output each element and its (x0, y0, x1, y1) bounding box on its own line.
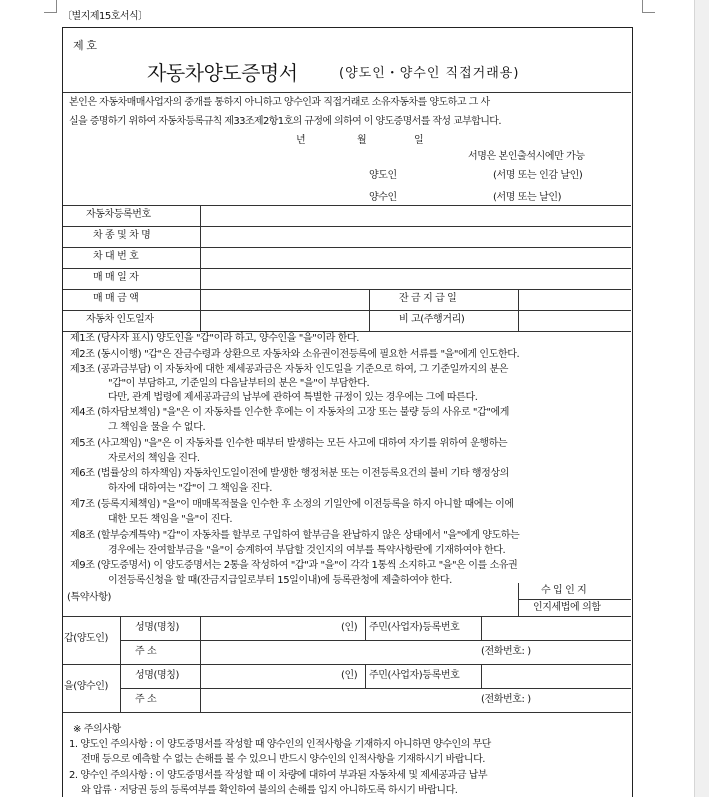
clause-6-cont: 하자에 대하여는 "갑"이 그 책임을 진다. (108, 483, 272, 494)
transferor-sign-note: (서명 또는 인감 날인) (493, 170, 583, 181)
clause-7-cont: 대한 모든 책임을 "을"이 진다. (108, 514, 233, 525)
gap-address-label: 주 소 (135, 646, 157, 657)
transferee-sign-note: (서명 또는 날인) (493, 192, 562, 203)
note-1-line-2: 전매 등으로 예측할 수 없는 손해를 볼 수 있으니 반드시 양수인의 인적사항을 기재하시기 바랍니다. (81, 754, 485, 765)
clause-4: 제4조 (하자담보책임) "을"은 이 자동차를 인수한 후에는 이 자동차의 고장 또는 불량 등의 사유로 "갑"에게 (70, 407, 510, 418)
divider (63, 205, 631, 206)
form-number-label: 〔별지제15호서식〕 (62, 11, 148, 22)
page-corner-mark-left (44, 0, 57, 13)
clause-3: 제3조 (공과금부담) 이 자동차에 대한 제세공과금은 자동차 인도일을 기준으로 하여, 그 기준일까지의 분은 (70, 364, 509, 375)
table-row-line (63, 310, 631, 311)
party-column-line (365, 616, 366, 640)
eul-phone-label: (전화번호: ) (481, 694, 531, 705)
clause-9-cont: 이전등록신청을 할 때(잔금지급일로부터 15일이내)에 등록관청에 제출하여야 한다. (108, 575, 452, 586)
party-row-line (63, 664, 631, 665)
eul-seal-mark: (인) (341, 670, 358, 681)
clause-1: 제1조 (당사자 표시) 양도인을 "갑"이라 하고, 양수인을 "을"이라 한다. (70, 333, 360, 344)
stamp-note: 인지세법에 의함 (533, 602, 601, 613)
gap-seal-mark: (인) (341, 622, 358, 633)
date-day-label: 일 (414, 135, 424, 146)
intro-line-1: 본인은 자동차매매사업자의 중개를 통하지 아니하고 양수인과 직접거래로 소유자동차를 양도하고 그 사 (69, 97, 490, 108)
divider (63, 616, 631, 617)
notes-heading: ※ 주의사항 (73, 724, 121, 735)
eul-transferee-label: 을(양수인) (64, 681, 109, 692)
clause-2: 제2조 (동시이행) "갑"은 잔금수령과 상환으로 자동차와 소유권이전등록에 필요한 서류를 "을"에게 인도한다. (70, 349, 520, 360)
party-column-line (481, 616, 482, 640)
label-sale-date: 매 매 일 자 (93, 272, 139, 283)
stamp-title: 수 입 인 지 (541, 585, 587, 596)
label-vehicle-model: 차 종 및 차 명 (93, 230, 151, 241)
clause-3-cont-2: 다만, 관계 법령에 제세공과금의 납부에 관하여 특별한 규정이 있는 경우에는 그에 따른다. (108, 392, 478, 403)
party-row-line (120, 640, 631, 641)
party-column-line (481, 664, 482, 688)
clause-3-cont: "갑"이 부담하고, 기준일의 다음날부터의 분은 "을"이 부담한다. (108, 378, 370, 389)
clause-7: 제7조 (등록지체책임) "을"이 매매목적물을 인수한 후 소정의 기일안에 이전등록을 하지 아니할 때에는 이에 (70, 499, 514, 510)
eul-reg-number-label: 주민(사업자)등록번호 (369, 670, 460, 681)
label-sale-amount: 매 매 금 액 (93, 293, 139, 304)
vertical-scrollbar[interactable] (694, 0, 709, 797)
document-title: 자동차양도증명서 (147, 61, 298, 85)
date-month-label: 월 (357, 135, 367, 146)
table-row-line (63, 247, 631, 248)
gap-reg-number-label: 주민(사업자)등록번호 (369, 622, 460, 633)
eul-address-label: 주 소 (135, 694, 157, 705)
label-registration-number: 자동차등록번호 (86, 209, 151, 220)
table-row-line (63, 289, 631, 290)
label-balance-date: 잔 금 지 급 일 (399, 293, 457, 304)
gap-transferor-label: 갑(양도인) (64, 633, 109, 644)
note-1-line-1: 1. 양도인 주의사항 : 이 양도증명서를 작성할 때 양수인의 인적사항을 기재하지 아니하면 양수인의 무단 (69, 739, 491, 750)
special-terms-label: (특약사항) (67, 592, 112, 603)
party-column-line (365, 664, 366, 688)
party-row-line (120, 688, 631, 689)
intro-line-2: 실을 증명하기 위하여 자동차등록규칙 제33조제2항1호의 규정에 의하여 이 양도증명서를 작성 교부합니다. (69, 116, 501, 127)
note-2-line-2: 와 압류 · 저당권 등의 등록여부를 확인하여 불의의 손해를 입지 아니하도록 하시기 바랍니다. (81, 785, 458, 796)
certificate-form (62, 27, 633, 797)
clause-6: 제6조 (법률상의 하자책임) 자동차인도일이전에 발생한 행정처분 또는 이전등록요건의 불비 기타 행정상의 (70, 468, 509, 479)
table-row-line (63, 331, 631, 332)
clause-9: 제9조 (양도증명서) 이 양도증명서는 2통을 작성하여 "갑"과 "을"이 각각 1통씩 소지하고 "을"은 이를 소유권 (70, 560, 518, 571)
stamp-box-line (518, 599, 631, 600)
clause-5-cont: 자로서의 책임을 진다. (108, 453, 200, 464)
clause-4-cont: 그 책임을 물을 수 없다. (108, 422, 206, 433)
label-vin: 차 대 번 호 (93, 251, 139, 262)
divider (63, 92, 631, 93)
table-row-line (63, 268, 631, 269)
gap-name-label: 성명(명칭) (135, 622, 180, 633)
party-row-line (63, 712, 631, 713)
transferee-label: 양수인 (369, 192, 397, 203)
gap-phone-label: (전화번호: ) (481, 646, 531, 657)
page-corner-mark-right (642, 0, 655, 13)
document-number-label: 제 호 (73, 39, 97, 52)
label-delivery-date: 자동차 인도일자 (86, 314, 154, 325)
clause-8-cont: 경우에는 잔여할부금을 "을"이 승계하여 부담할 것인지의 여부를 특약사항란에 기재하여야 한다. (108, 545, 506, 556)
note-2-line-1: 2. 양수인 주의사항 : 이 양도증명서를 작성할 때 이 차량에 대하여 부과된 자동차세 및 제세공과금 납부 (69, 770, 487, 781)
clause-8: 제8조 (할부승계특약) "갑"이 자동차를 할부로 구입하여 할부금을 완납하지 않은 상태에서 "을"에게 양도하는 (70, 530, 520, 541)
eul-name-label: 성명(명칭) (135, 670, 180, 681)
label-remarks: 비 고(주행거리) (399, 314, 465, 325)
sign-note: 서명은 본인출석시에만 가능 (468, 151, 585, 162)
clause-5: 제5조 (사고책임) "을"은 이 자동차를 인수한 때부터 발생하는 모든 사고에 대하여 자기를 위하여 운행하는 (70, 438, 508, 449)
date-year-label: 년 (296, 135, 306, 146)
document-subtitle: (양도인・양수인 직접거래용) (339, 66, 520, 81)
table-row-line (63, 226, 631, 227)
transferor-label: 양도인 (369, 170, 397, 181)
